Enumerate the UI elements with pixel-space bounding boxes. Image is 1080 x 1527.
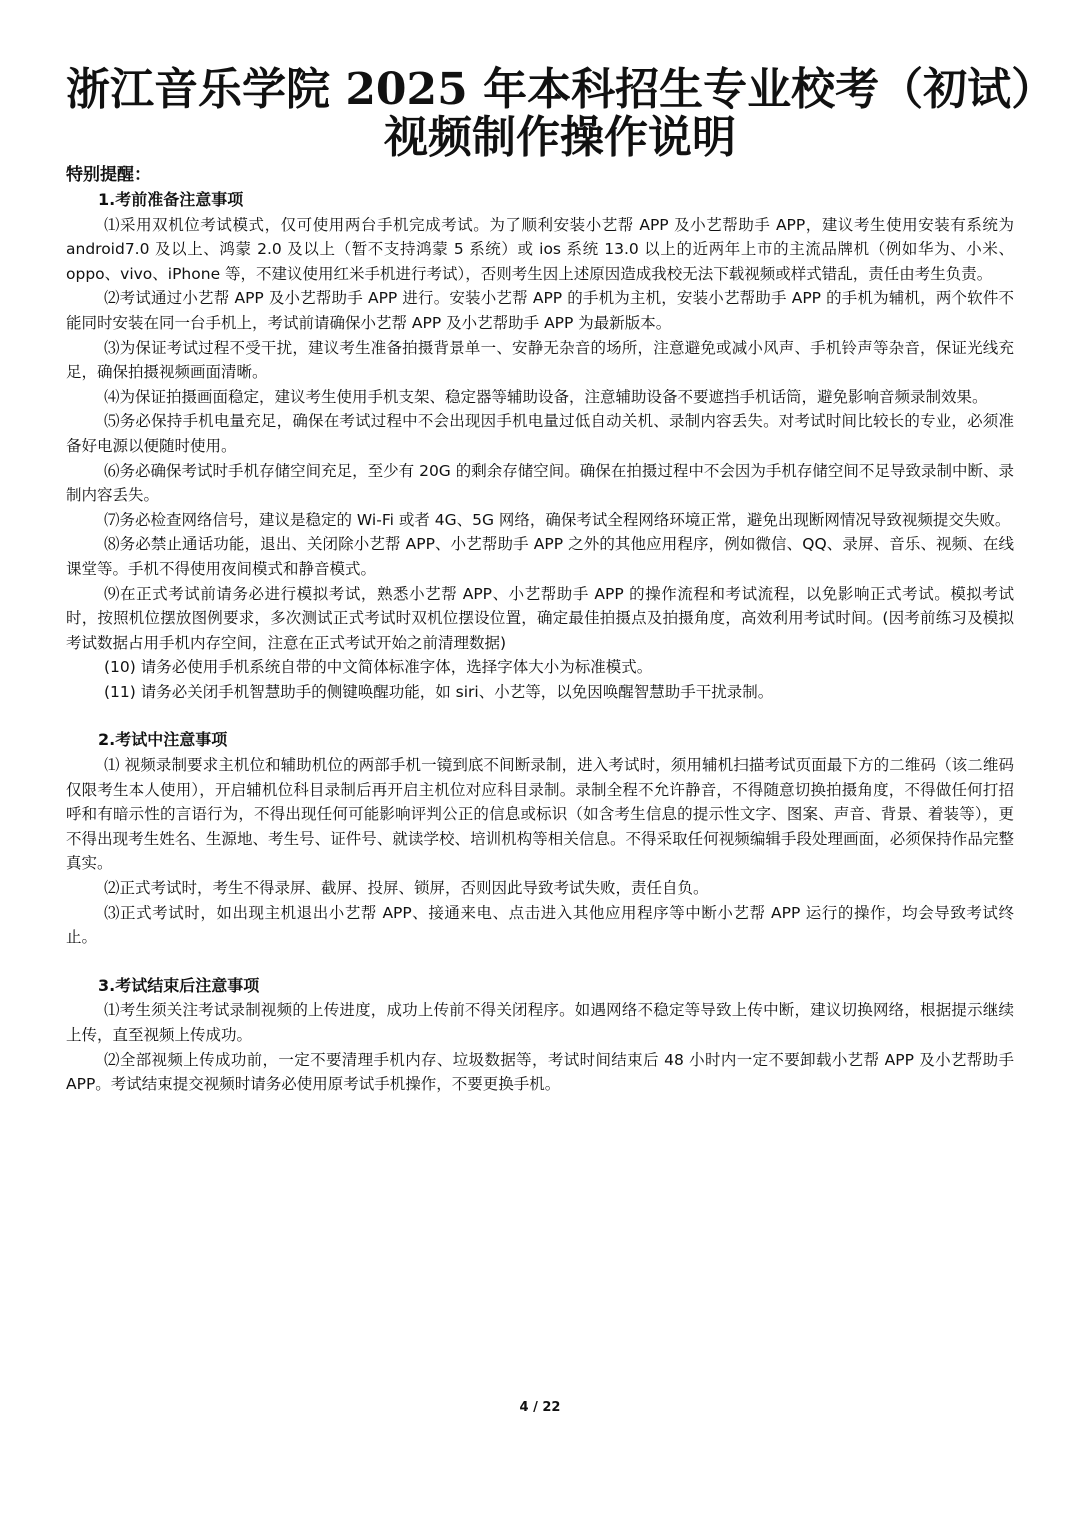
page-title-line-2: 视频制作操作说明 <box>384 112 736 163</box>
paragraph: ⑵全部视频上传成功前，一定不要清理手机内存、垃圾数据等，考试时间结束后 48 小时内一定不要卸载小艺帮 APP 及小艺帮助手 APP。考试结束提交视频时请务必使用原考试手机操作，不要更换手机。 <box>66 1050 1014 1094</box>
paragraph: ⑼在正式考试前请务必进行模拟考试，熟悉小艺帮 APP、小艺帮助手 APP 的操作流程和考试流程，以免影响正式考试。模拟考试时，按照机位摆放图例要求，多次测试正式考试时双机位摆设位置，确定最佳拍摄点及拍摄角度，高效利用考试时间。(因考前练习及模拟考试数据占用手机内存空间，注意在正式考试开始之前清理数据) <box>66 584 1014 652</box>
paragraph: ⑴采用双机位考试模式，仅可使用两台手机完成考试。为了顺利安装小艺帮 APP 及小艺帮助手 APP，建议考生使用安装有系统为 android7.0 及以上、鸿蒙 2.0 及以上（暂不支持鸿蒙 5 系统）或 ios 系统 13.0 以上的近两年上市的主流品牌机（例如华为、小米、oppo、vivo、iPhone 等，不建议使用红米手机进行考试），否则考生因上述原因造成我校无法下载视频或样式错乱，责任由考生负责。 <box>66 215 1014 283</box>
special-reminder-label: 特别提醒： <box>66 165 151 185</box>
paragraph: ⑺务必检查网络信号，建议是稳定的 Wi-Fi 或者 4G、5G 网络，确保考试全程网络环境正常，避免出现断网情况导致视频提交失败。 <box>104 510 1011 529</box>
section-during-exam <box>66 728 1014 949</box>
paragraph: ⑶为保证考试过程不受干扰，建议考生准备拍摄背景单一、安静无杂音的场所，注意避免或减小风声、手机铃声等杂音，保证光线充足，确保拍摄视频画面清晰。 <box>66 338 1014 382</box>
section-spacer <box>66 950 1014 974</box>
page-title-line-1: 浙江音乐学院 2025 年本科招生专业校考（初试） <box>66 64 1056 115</box>
document-body <box>66 162 1014 1097</box>
page-number: 4 / 22 <box>519 1400 561 1415</box>
paragraph: ⑸务必保持手机电量充足，确保在考试过程中不会出现因手机电量过低自动关机、录制内容丢失。对考试时间比较长的专业，必须准备好电源以便随时使用。 <box>66 412 1014 455</box>
paragraph: ⑷为保证拍摄画面稳定，建议考生使用手机支架、稳定器等辅助设备，注意辅助设备不要遮挡手机话筒，避免影响音频录制效果。 <box>104 387 988 406</box>
section-heading: 1.考前准备注意事项 <box>98 190 244 209</box>
section-spacer <box>66 704 1014 728</box>
section-heading: 3.考试结束后注意事项 <box>98 975 260 995</box>
paragraph: (11) 请务必关闭手机智慧助手的侧键唤醒功能，如 siri、小艺等，以免因唤醒智慧助手干扰录制。 <box>104 682 774 701</box>
section-after-exam <box>66 974 1014 1097</box>
paragraph: ⑴考生须关注考试录制视频的上传进度，成功上传前不得关闭程序。如遇网络不稳定等导致上传中断，建议切换网络，根据提示继续上传，直至视频上传成功。 <box>66 1001 1014 1044</box>
section-before-exam <box>66 188 1014 704</box>
paragraph: ⑴ 视频录制要求主机位和辅助机位的两部手机一镜到底不间断录制，进入考试时，须用辅机扫描考试页面最下方的二维码（该二维码仅限考生本人使用），开启辅机位科目录制后再开启主机位对应科目录制。录制全程不允许静音，不得随意切换拍摄角度，不得做任何打招呼和有暗示性的言语行为，不得出现任何可能影响评判公正的信息或标识（如含考生信息的提示性文字、图案、声音、背景、着装等），更不得出现考生姓名、生源地、考生号、证件号、就读学校、培训机构等相关信息。不得采取任何视频编辑手段处理画面，必须保持作品完整真实。 <box>66 756 1014 873</box>
paragraph: ⑶正式考试时，如出现主机退出小艺帮 APP、接通来电、点击进入其他应用程序等中断小艺帮 APP 运行的操作，均会导致考试终止。 <box>66 903 1014 947</box>
paragraph: (10) 请务必使用手机系统自带的中文简体标准字体，选择字体大小为标准模式。 <box>104 658 653 677</box>
paragraph: ⑵考试通过小艺帮 APP 及小艺帮助手 APP 进行。安装小艺帮 APP 的手机为主机，安装小艺帮助手 APP 的手机为辅机，两个软件不能同时安装在同一台手机上，考试前请确保小艺帮 APP 及小艺帮助手 APP 为最新版本。 <box>66 289 1014 332</box>
paragraph: ⑵正式考试时，考生不得录屏、截屏、投屏、锁屏，否则因此导致考试失败，责任自负。 <box>104 879 709 898</box>
section-heading: 2.考试中注意事项 <box>98 730 228 750</box>
paragraph: ⑻务必禁止通话功能，退出、关闭除小艺帮 APP、小艺帮助手 APP 之外的其他应用程序，例如微信、QQ、录屏、音乐、视频、在线课堂等。手机不得使用夜间模式和静音模式。 <box>66 535 1014 578</box>
paragraph: ⑹务必确保考试时手机存储空间充足，至少有 20G 的剩余存储空间。确保在拍摄过程中不会因为手机存储空间不足导致录制中断、录制内容丢失。 <box>66 461 1014 505</box>
